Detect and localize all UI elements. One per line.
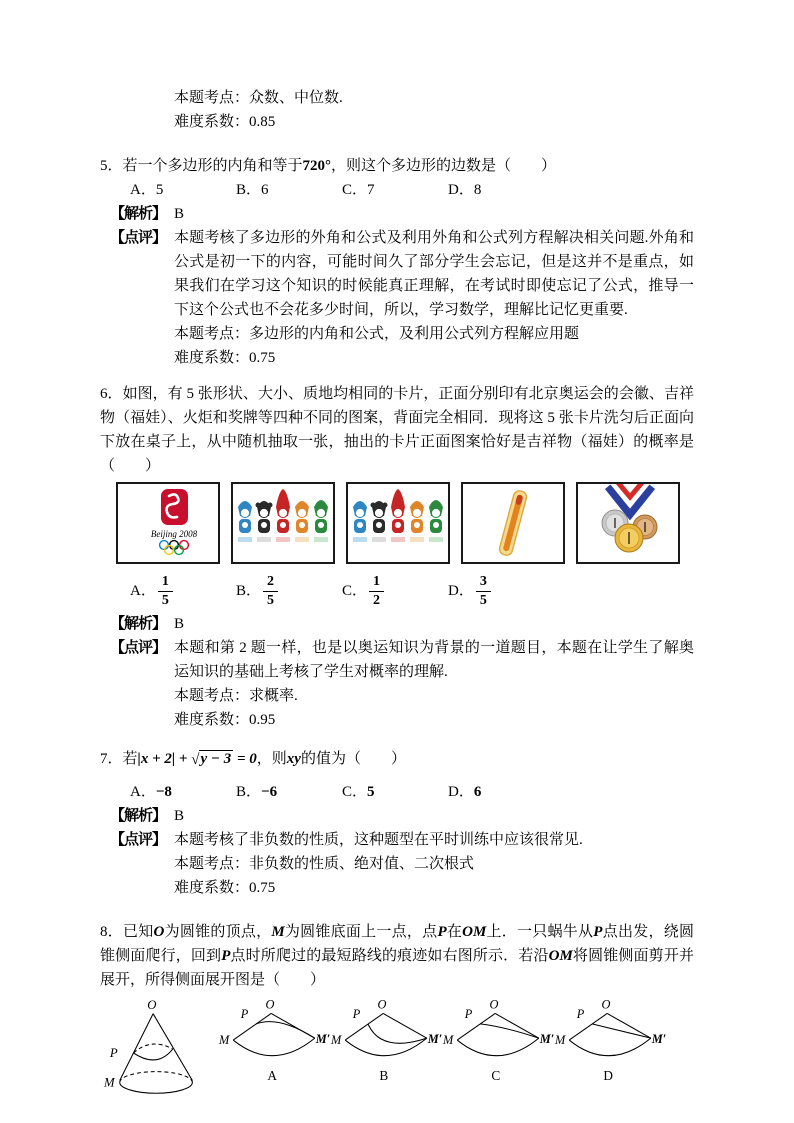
sqrt-sign: √ <box>191 752 200 768</box>
q5-stem-text-2: ，则这个多边形的边数是（ ） <box>331 158 557 174</box>
analysis-label: 【解析】 <box>110 206 167 222</box>
sector-option-c <box>442 998 554 1084</box>
card-fuwa-mascots <box>346 482 450 564</box>
q7-comment-text: 本题考核了非负数的性质，这种题型在平时训练中应该很常见. <box>174 832 583 848</box>
fraction-3-5: $\frac{3}{5}$ <box>476 574 491 608</box>
cone-figure <box>100 998 218 1106</box>
sector-option-b <box>330 998 442 1084</box>
emblem-caption: Beijing 2008 <box>150 529 198 539</box>
snail-path-slight-bow <box>480 1024 539 1038</box>
q6-option-b <box>236 574 342 608</box>
svg-text:B: B <box>379 1067 389 1083</box>
comment-label: 【点评】 <box>110 832 167 848</box>
q5-difficulty: 难度系数：0.75 <box>174 350 276 366</box>
q7-stem-text: 7．若 <box>100 751 138 767</box>
comment-label: 【点评】 <box>110 230 167 246</box>
analysis-label: 【解析】 <box>110 808 167 824</box>
q6-option-a <box>130 574 236 608</box>
q6-comment-block <box>110 636 694 732</box>
svg-text:P: P <box>464 1007 473 1022</box>
q7-option-c: C．5 <box>342 784 375 800</box>
q5-option-c: C．7 <box>342 182 375 198</box>
question-6-stem: 6．如图，有 5 张形状、大小、质地均相同的卡片，正面分别印有北京奥运会的会徽、吉祥物（福娃）、火炬和奖牌等四种不同的图案，背面完全相同．现将这 5 张卡片洗匀后正面向下放在桌子上，从中随机抽取一张，抽出的卡片正面图案恰好是吉祥物（福娃）的概率是（ ） <box>100 386 694 474</box>
q6-exam-points: 本题考点：求概率. <box>174 688 298 704</box>
q7-comment-block <box>110 828 694 900</box>
q7-option-d: D．6 <box>448 784 482 800</box>
svg-text:O: O <box>489 998 499 1012</box>
q6-option-c-label: C． <box>342 583 368 599</box>
q5-stem-text: 5．若一个多边形的内角和等于 <box>100 158 303 174</box>
q5-analysis-row <box>110 202 694 226</box>
svg-text:P: P <box>576 1007 585 1022</box>
exam-points-line: 本题考点：众数、中位数. <box>174 90 343 106</box>
beijing-emblem-image <box>118 484 218 562</box>
svg-text:M′: M′ <box>651 1031 666 1046</box>
svg-text:M: M <box>330 1032 342 1047</box>
question-7-options <box>130 780 694 804</box>
olympic-medals-image <box>578 484 678 562</box>
olympic-torch-image <box>463 484 563 562</box>
question-8 <box>100 920 694 1106</box>
q6-option-d-label: D． <box>448 583 474 599</box>
q5-comment-text: 本题考核了多边形的外角和公式及利用外角和公式列方程解决相关问题.外角和公式是初一下的内容，可能时间久了部分学生会忘记，但是这并不是重点，如果我们在学习这个知识的时候能真正理解，在考试时即使忘记了公式，推导一下这个公式也不会花多少时间，所以，学习数学，理解比记忆更重要. <box>174 230 694 318</box>
analysis-label: 【解析】 <box>110 616 167 632</box>
q6-analysis-row <box>110 612 694 636</box>
q5-option-b: B．6 <box>236 182 269 198</box>
q5-angle-value: 720° <box>302 158 332 174</box>
svg-text:D: D <box>603 1067 613 1083</box>
q6-option-c <box>342 574 448 608</box>
fuwa-mascots-image <box>233 484 333 562</box>
prev-question-footer <box>174 86 694 134</box>
svg-text:A: A <box>267 1067 277 1083</box>
q7-stem-text-3: 的值为（ ） <box>300 751 406 767</box>
svg-text:O: O <box>601 998 611 1012</box>
snail-path-straight <box>592 1024 651 1038</box>
q7-xy-variable: xy <box>286 751 301 767</box>
q6-option-b-label: B． <box>236 583 262 599</box>
q5-option-a: A．5 <box>130 182 164 198</box>
svg-text:O: O <box>147 998 157 1012</box>
q5-answer: B <box>174 206 185 222</box>
q6-comment-text: 本题和第 2 题一样，也是以奥运知识为背景的一道题目，本题在让学生了解奥运知识的基础上考核了学生对概率的理解. <box>174 640 694 680</box>
question-7-stem <box>100 744 694 774</box>
svg-text:M: M <box>218 1032 230 1047</box>
q7-analysis-row <box>110 804 694 828</box>
svg-text:M: M <box>554 1032 566 1047</box>
q7-exam-points: 本题考点：非负数的性质、绝对值、二次根式 <box>174 856 475 872</box>
question-5-options <box>130 178 694 202</box>
svg-text:O: O <box>265 998 275 1012</box>
svg-text:M′: M′ <box>539 1031 554 1046</box>
card-olympic-medals <box>576 482 680 564</box>
snail-path-curve-up <box>256 1022 315 1039</box>
svg-text:M′: M′ <box>427 1031 442 1046</box>
card-olympic-torch <box>461 482 565 564</box>
q7-stem-text-2: ，则 <box>256 751 287 767</box>
question-8-stem: 8．已知O为圆锥的顶点，M为圆锥底面上一点，点P在OM上．一只蜗牛从P点出发，绕圆锥侧面爬行，回到P点时所爬过的最短路线的痕迹如右图所示．若沿OM将圆锥侧面剪开并展开，所得侧面展开图是（ ） <box>100 924 694 988</box>
q5-comment-block <box>110 226 694 370</box>
svg-text:P: P <box>109 1045 118 1060</box>
q7-formula: |x + 2| + √y − 3 = 0 <box>138 751 257 767</box>
difficulty-line: 难度系数：0.85 <box>174 114 276 130</box>
question-6 <box>100 382 694 732</box>
q6-option-a-label: A． <box>130 583 156 599</box>
q7-difficulty: 难度系数：0.75 <box>174 880 276 896</box>
card-beijing-2008-emblem <box>116 482 220 564</box>
svg-text:C: C <box>491 1067 501 1083</box>
svg-text:P: P <box>352 1007 361 1022</box>
svg-text:M′: M′ <box>315 1031 330 1046</box>
question-6-options <box>130 570 694 612</box>
q6-answer: B <box>174 616 185 632</box>
q6-option-d <box>448 574 554 608</box>
comment-label: 【点评】 <box>110 640 167 656</box>
question-6-card-images <box>116 482 694 564</box>
q6-difficulty: 难度系数：0.95 <box>174 712 276 728</box>
sector-option-d <box>554 998 666 1084</box>
svg-text:M: M <box>104 1075 115 1090</box>
fraction-1-5: $\frac{1}{5}$ <box>158 574 173 608</box>
q5-option-d: D．8 <box>448 182 482 198</box>
card-fuwa-mascots <box>231 482 335 564</box>
fuwa-mascots-image <box>348 484 448 562</box>
svg-text:O: O <box>377 998 387 1012</box>
fraction-2-5: $\frac{2}{5}$ <box>263 574 278 608</box>
question-5-stem <box>100 154 694 178</box>
question-5 <box>100 154 694 370</box>
fraction-1-2: $\frac{1}{2}$ <box>369 574 384 608</box>
q7-answer: B <box>174 808 185 824</box>
q7-option-b: B．−6 <box>236 784 278 800</box>
sector-option-a <box>218 998 330 1084</box>
svg-text:M: M <box>442 1032 454 1047</box>
question-8-figures <box>100 998 694 1106</box>
svg-text:P: P <box>240 1007 249 1022</box>
q7-option-a: A．−8 <box>130 784 172 800</box>
question-7 <box>100 744 694 900</box>
q5-exam-points: 本题考点：多边形的内角和公式，及利用公式列方程解应用题 <box>174 326 580 342</box>
